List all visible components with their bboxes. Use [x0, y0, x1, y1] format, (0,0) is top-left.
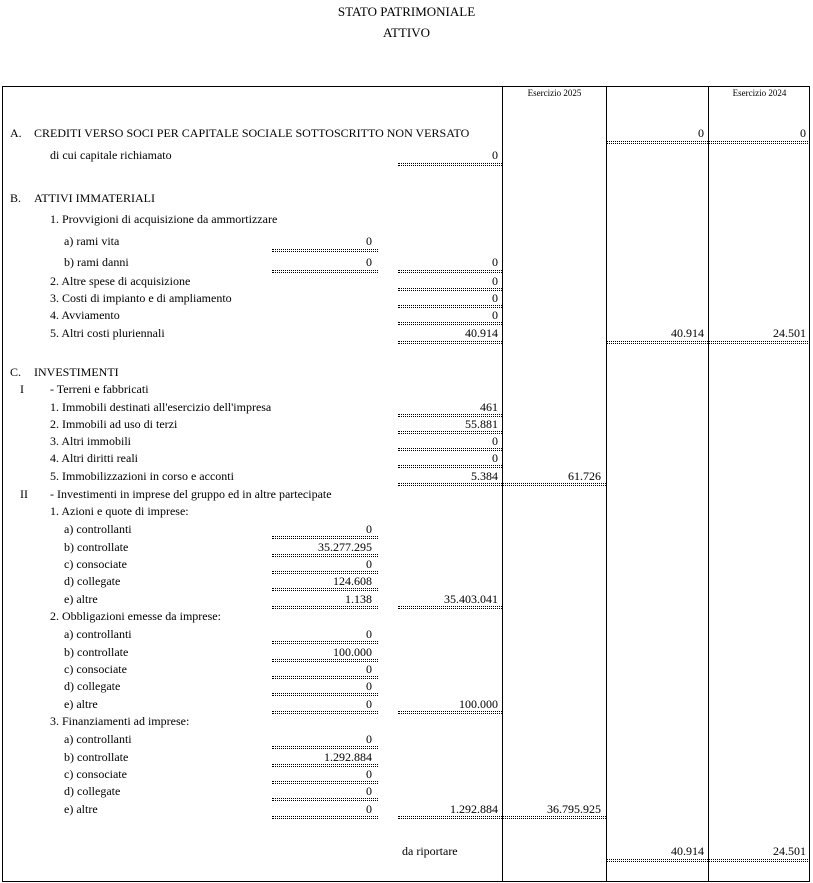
- section-c-ii-1e: e) altre: [64, 592, 98, 606]
- section-c-ii-2d-value: 0: [366, 679, 372, 693]
- section-c-ii-1e-value: 1.138: [345, 592, 372, 606]
- section-c-ii-label: - Investimenti in imprese del gruppo ed in altre partecipate: [50, 487, 332, 501]
- underline: [272, 711, 378, 714]
- section-c-letter: C.: [10, 365, 22, 379]
- section-b-item-1a: a) rami vita: [64, 234, 120, 248]
- section-c-i-roman: I: [20, 382, 24, 396]
- underline: [398, 465, 502, 468]
- section-b-item-1-total: 0: [492, 255, 498, 269]
- section-c-i-item-5: 5. Immobilizzazioni in corso e acconti: [50, 469, 234, 483]
- underline: [272, 588, 378, 591]
- section-b-letter: B.: [10, 191, 22, 205]
- section-b-item-1a-value: 0: [366, 234, 372, 248]
- section-a-sub-label: di cui capitale richiamato: [50, 148, 172, 162]
- section-c-ii-3c-value: 0: [366, 767, 372, 781]
- section-c-i-label: - Terreni e fabbricati: [50, 382, 149, 396]
- underline: [606, 341, 708, 344]
- underline: [503, 483, 606, 486]
- section-c-ii-1: 1. Azioni e quote di imprese:: [50, 504, 189, 518]
- section-b-item-1b: b) rami danni: [64, 255, 129, 269]
- underline: [398, 606, 502, 609]
- section-c-ii-1a-value: 0: [366, 522, 372, 536]
- underline: [272, 746, 378, 749]
- underline: [272, 249, 378, 252]
- section-c-ii-3-total: 1.292.884: [450, 802, 498, 816]
- section-c-i-item-2-value: 55.881: [465, 417, 498, 431]
- section-c-ii-2a: a) controllanti: [64, 627, 132, 641]
- section-b-item-5-value: 40.914: [465, 326, 498, 340]
- carry-forward-previous: 24.501: [773, 844, 806, 858]
- section-c-ii-1a: a) controllanti: [64, 522, 132, 536]
- section-a-letter: A.: [10, 126, 22, 140]
- section-a-value-current: 0: [698, 126, 704, 140]
- section-c-ii-3a-value: 0: [366, 732, 372, 746]
- underline: [272, 536, 378, 539]
- section-c-ii-2-total: 100.000: [459, 697, 498, 711]
- section-c-ii-3b-value: 1.292.884: [324, 750, 372, 764]
- underline: [398, 341, 502, 344]
- underline: [398, 322, 502, 325]
- column-divider: [606, 86, 607, 882]
- section-c-ii-2a-value: 0: [366, 627, 372, 641]
- section-c-i-item-4-value: 0: [492, 451, 498, 465]
- section-c-label: INVESTIMENTI: [34, 365, 119, 379]
- page-subtitle: ATTIVO: [383, 25, 430, 40]
- section-c-ii-3d-value: 0: [366, 784, 372, 798]
- section-c-i-item-4: 4. Altri diritti reali: [50, 451, 138, 465]
- section-c-ii-1c: c) consociate: [64, 557, 127, 571]
- section-c-ii-1b-value: 35.277.295: [318, 540, 372, 554]
- underline: [272, 798, 378, 801]
- underline: [503, 816, 606, 819]
- carry-forward-current: 40.914: [671, 844, 704, 858]
- section-b-item-4-value: 0: [492, 308, 498, 322]
- section-c-ii-1d-value: 124.608: [333, 574, 372, 588]
- underline: [272, 270, 378, 273]
- section-a-sub-value: 0: [492, 148, 498, 162]
- section-c-ii-3a: a) controllanti: [64, 732, 132, 746]
- underline: [272, 693, 378, 696]
- section-c-ii-3: 3. Finanziamenti ad imprese:: [50, 714, 190, 728]
- section-c-ii-roman: II: [20, 487, 28, 501]
- underline: [398, 163, 502, 166]
- section-c-i-item-3: 3. Altri immobili: [50, 434, 132, 448]
- section-c-ii-2c-value: 0: [366, 662, 372, 676]
- section-c-ii-2e-value: 0: [366, 697, 372, 711]
- section-c-i-item-1-value: 461: [480, 400, 498, 414]
- section-b-label: ATTIVI IMMATERIALI: [34, 191, 155, 205]
- underline: [398, 483, 502, 486]
- underline: [398, 816, 502, 819]
- section-c-ii-2b: b) controllate: [64, 645, 129, 659]
- section-c-ii-2c: c) consociate: [64, 662, 127, 676]
- section-c-ii-2d: d) collegate: [64, 679, 121, 693]
- section-b-item-2-value: 0: [492, 274, 498, 288]
- section-b-item-3: 3. Costi di impianto e di ampliamento: [50, 291, 232, 305]
- underline: [272, 816, 378, 819]
- section-b-item-4: 4. Avviamento: [50, 308, 120, 322]
- section-c-ii-total: 36.795.925: [547, 802, 601, 816]
- section-c-i-item-1: 1. Immobili destinati all'esercizio dell'impresa: [50, 400, 272, 414]
- section-c-i-item-3-value: 0: [492, 434, 498, 448]
- underline: [708, 859, 810, 862]
- section-a-value-previous: 0: [800, 126, 806, 140]
- section-c-ii-2b-value: 100.000: [333, 645, 372, 659]
- section-b-item-2: 2. Altre spese di acquisizione: [50, 274, 191, 288]
- section-c-i-item-2: 2. Immobili ad uso di terzi: [50, 417, 178, 431]
- header-esercizio-current: Esercizio 2025: [527, 88, 582, 98]
- section-c-ii-1b: b) controllate: [64, 540, 129, 554]
- underline: [398, 711, 502, 714]
- underline: [606, 859, 708, 862]
- header-esercizio-previous: Esercizio 2024: [732, 88, 787, 98]
- carry-forward-label: da riportare: [402, 844, 458, 858]
- section-b-item-3-value: 0: [492, 291, 498, 305]
- section-b-total-previous: 24.501: [773, 326, 806, 340]
- section-c-ii-2: 2. Obbligazioni emesse da imprese:: [50, 609, 221, 623]
- section-b-item-1b-value: 0: [366, 255, 372, 269]
- section-c-ii-1-total: 35.403.041: [444, 592, 498, 606]
- section-c-ii-2e: e) altre: [64, 697, 98, 711]
- section-c-ii-3e-value: 0: [366, 802, 372, 816]
- underline: [272, 606, 378, 609]
- section-b-item-5: 5. Altri costi pluriennali: [50, 326, 165, 340]
- section-c-ii-1c-value: 0: [366, 557, 372, 571]
- section-c-i-total: 61.726: [568, 469, 601, 483]
- underline: [708, 341, 810, 344]
- underline: [708, 141, 810, 144]
- underline: [398, 270, 502, 273]
- section-c-ii-3d: d) collegate: [64, 784, 121, 798]
- underline: [272, 641, 378, 644]
- section-b-total-current: 40.914: [671, 326, 704, 340]
- section-b-item-1: 1. Provvigioni di acquisizione da ammortizzare: [50, 212, 278, 226]
- column-divider: [708, 86, 709, 882]
- underline: [606, 141, 708, 144]
- section-c-ii-1d: d) collegate: [64, 574, 121, 588]
- section-a-label: CREDITI VERSO SOCI PER CAPITALE SOCIALE SOTTOSCRITTO NON VERSATO: [34, 126, 470, 140]
- section-c-i-item-5-value: 5.384: [471, 469, 498, 483]
- page-title: STATO PATRIMONIALE: [337, 4, 476, 19]
- section-c-ii-3c: c) consociate: [64, 767, 127, 781]
- section-c-ii-3b: b) controllate: [64, 750, 129, 764]
- section-c-ii-3e: e) altre: [64, 802, 98, 816]
